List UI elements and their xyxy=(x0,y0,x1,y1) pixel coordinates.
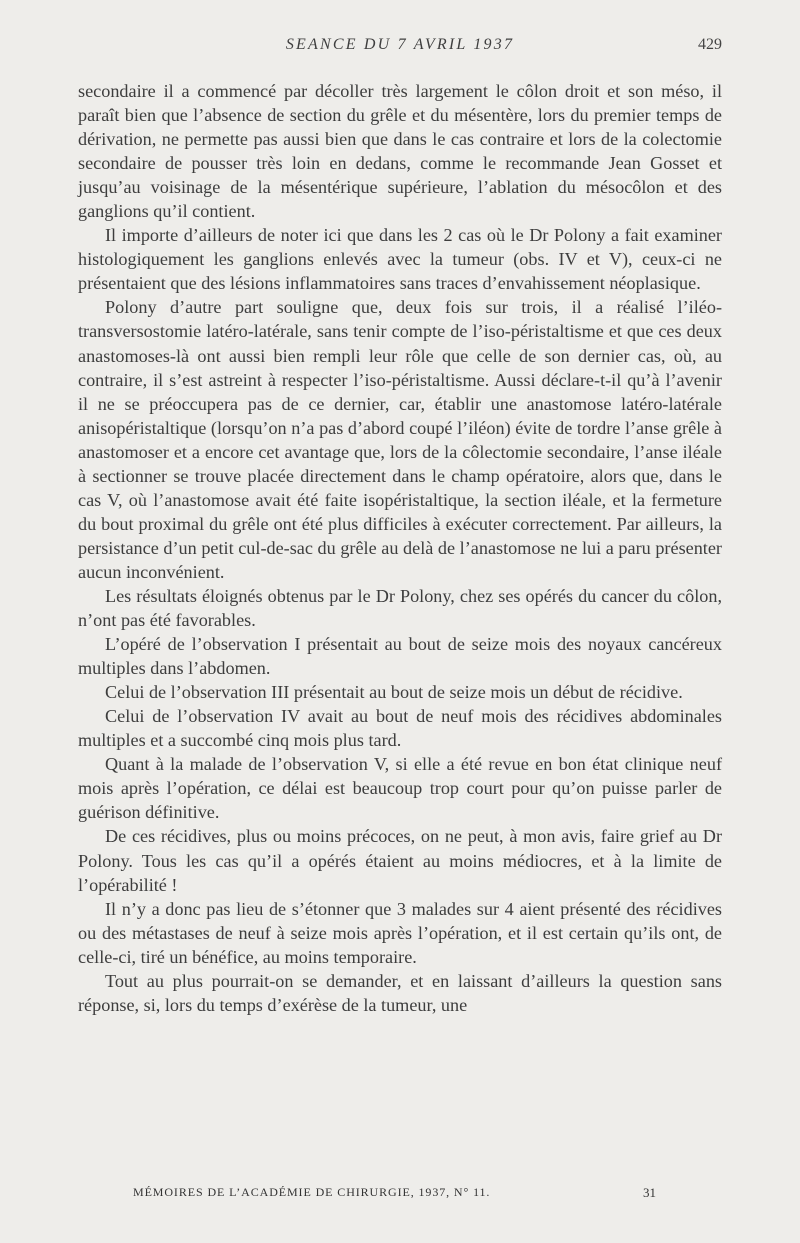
paragraph: L’opéré de l’observation I présentait au bout de seize mois des noyaux cancéreux multiples dans l’abdomen. xyxy=(78,634,722,679)
running-title: SEANCE DU 7 AVRIL 1937 xyxy=(285,36,515,53)
paragraph: Il importe d’ailleurs de noter ici que dans les 2 cas où le Dr Polony a fait examiner histologiquement les ganglions enlevés avec la tumeur (obs. IV et V), ceux-ci ne présentaient que des lésions inflammatoires sans traces d’envahissement néoplasique. xyxy=(78,225,722,294)
paragraph: secondaire il a commencé par décoller très largement le côlon droit et son méso, il paraît bien que l’absence de section du grêle et du mésentère, lors du premier temps de dérivation, ne permette pas aussi bien que dans le cas contraire et lors de la colectomie secondaire de pousser très loin en dedans, comme le recommande Jean Gosset et jusqu’au voisinage de la mésentérique supérieure, l’ablation du mésocôlon et des ganglions qu’il contient. xyxy=(78,81,722,222)
paragraph: Quant à la malade de l’observation V, si elle a été revue en bon état clinique neuf mois après l’opération, ce délai est beaucoup trop court pour qu’on puisse parler de guérison définitive. xyxy=(78,754,722,823)
signature-mark: 31 xyxy=(643,1185,656,1200)
paragraph: Les résultats éloignés obtenus par le Dr Polony, chez ses opérés du cancer du côlon, n’ont pas été favorables. xyxy=(78,585,722,631)
page-number: 429 xyxy=(698,36,722,53)
paragraph: Il n’y a donc pas lieu de s’étonner que 3 malades sur 4 aient présenté des récidives ou des métastases de neuf à seize mois après l’opération, et il est certain qu’ils ont, de celle-ci, tiré un bénéfice, au moins temporaire. xyxy=(78,898,722,967)
paragraph: Celui de l’observation III présentait au bout de seize mois un début de récidive. xyxy=(105,682,683,703)
paragraph: Celui de l’observation IV avait au bout de neuf mois des récidives abdominales multiples et a succombé cinq mois plus tard. xyxy=(78,706,722,751)
journal-footer: MÉMOIRES DE L’ACADÉMIE DE CHIRURGIE, 1937, N° 11. xyxy=(133,1185,491,1199)
paragraph: Tout au plus pourrait-on se demander, et en laissant d’ailleurs la question sans réponse, si, lors du temps d’exérèse de la tumeur, une xyxy=(78,970,722,1015)
page-footer xyxy=(133,1185,656,1205)
paragraph: De ces récidives, plus ou moins précoces, on ne peut, à mon avis, faire grief au Dr Polony. Tous les cas qu’il a opérés étaient au moins médiocres, et à la limite de l’opérabilité ! xyxy=(78,826,722,895)
body-text xyxy=(78,79,722,1017)
running-head xyxy=(78,36,722,60)
paragraph: Polony d’autre part souligne que, deux fois sur trois, il a réalisé l’iléo-transversostomie latéro-latérale, sans tenir compte de l’iso-péristaltisme et que ces deux anastomoses-là ont aussi bien rempli leur rôle que celle de son dernier cas, où, au contraire, il s’est astreint à respecter l’iso-péristaltisme. Aussi déclare-t-il qu’à l’avenir il ne se préoccupera pas de ce dernier, car, établir une anastomose latéro-latérale anisopéristaltique (lorsqu’on n’a pas d’abord coupé l’iléon) évite de tordre l’anse grêle à anastomoser et a encore cet avantage que, lors de la côlectomie secondaire, l’anse iléale à sectionner se trouve placée directement dans le champ opératoire, alors que, dans le cas V, où l’anastomose avait été faite isopéristaltique, la section iléale, et la fermeture du bout proximal du grêle ont été plus difficiles à exécuter correctement. Par ailleurs, la persistance d’un petit cul-de-sac du grêle au delà de l’anastomose ne lui a paru présenter aucun inconvénient. xyxy=(78,297,722,582)
